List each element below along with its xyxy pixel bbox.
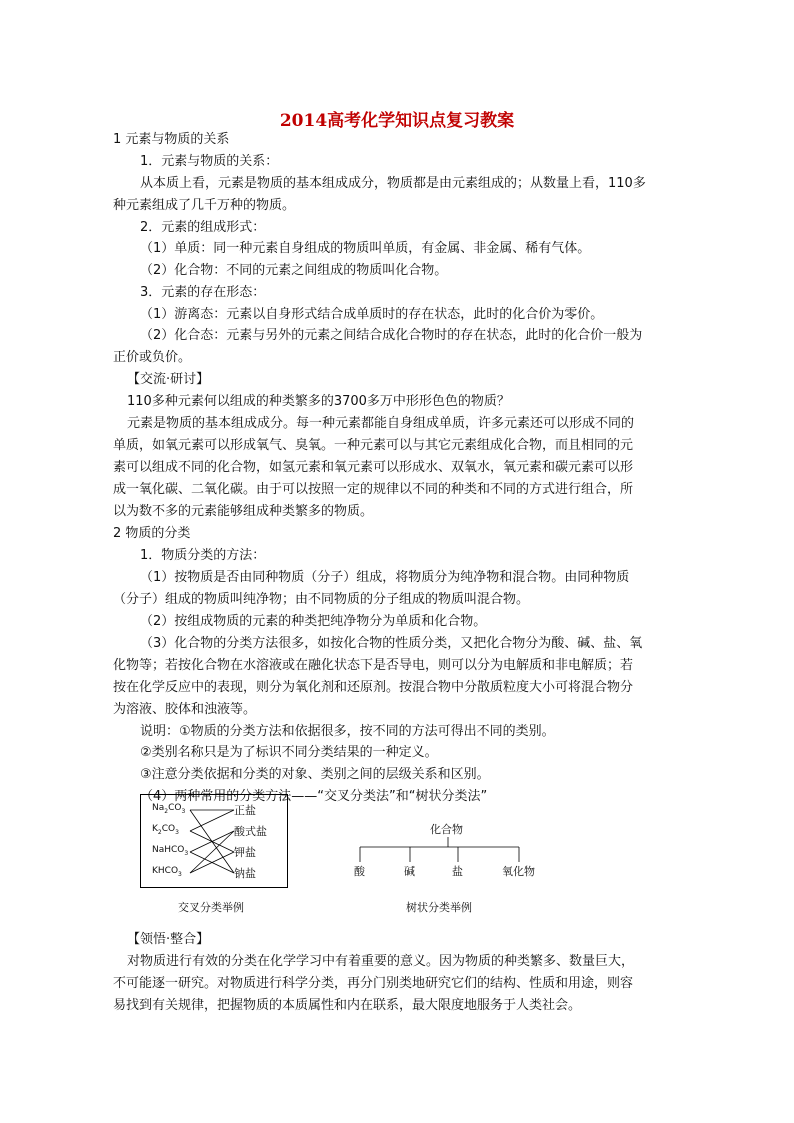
text-line: 单质，如氧元素可以形成氧气、臭氧。一种元素可以与其它元素组成化合物，而且相同的元 — [113, 438, 634, 453]
text-line: 易找到有关规律，把握物质的本质属性和内在联系，最大限度地服务于人类社会。 — [113, 998, 582, 1013]
text-line: 1．元素与物质的关系： — [140, 154, 279, 169]
text-line: （2）化合态：元素与另外的元素之间结合成化合物时的存在状态，此时的化合价一般为 — [140, 328, 643, 343]
text-line: （1）单质：同一种元素自身组成的物质叫单质，有金属、非金属、稀有气体。 — [140, 241, 591, 256]
text-line: 按在化学反应中的表现，则分为氧化剂和还原剂。按混合物中分散质粒度大小可将混合物分 — [113, 680, 634, 695]
formula-label: $KHCO_3$ — [152, 866, 182, 878]
text-line: 110多种元素何以组成的种类繁多的3700多万中形形色色的物质？ — [127, 394, 510, 409]
category-label: 酸式盐 — [234, 825, 267, 838]
formula-label: $K_2CO_3$ — [152, 824, 179, 836]
tree-diagram-caption: 树状分类举例 — [406, 901, 472, 914]
text-line: 以为数不多的元素能够组成种类繁多的物质。 — [113, 504, 374, 519]
tree-child: 氧化物 — [502, 865, 535, 878]
text-line: 1 元素与物质的关系 — [113, 132, 230, 147]
tree-child: 盐 — [452, 865, 463, 878]
text-line: 成一氧化碳、二氧化碳。由于可以按照一定的规律以不同的种类和不同的方式进行组合，所 — [113, 482, 634, 497]
text-line: 元素是物质的基本组成成分。每一种元素都能自身组成单质，许多元素还可以形成不同的 — [127, 416, 635, 431]
text-line: 1．物质分类的方法： — [140, 548, 266, 563]
text-line: （4）两种常用的分类方法——“交叉分类法”和“树状分类法” — [140, 789, 488, 804]
text-line: 正价或负价。 — [113, 350, 192, 365]
formula-label: $Na_2CO_3$ — [152, 803, 186, 815]
page-title: 2014高考化学知识点复习教案 — [279, 111, 515, 131]
text-line: 2 物质的分类 — [113, 526, 191, 541]
text-line: （分子）组成的物质叫纯净物；由不同物质的分子组成的物质叫混合物。 — [113, 592, 530, 607]
text-line: 说明：①物质的分类方法和依据很多，按不同的方法可得出不同的类别。 — [140, 724, 555, 739]
tree-child: 酸 — [354, 865, 365, 878]
text-line: 为溶液、胶体和浊液等。 — [113, 702, 257, 717]
tree-child: 碱 — [404, 865, 415, 878]
tree-root: 化合物 — [430, 823, 463, 836]
text-line: 2．元素的组成形式： — [140, 220, 266, 235]
text-line: （1）按物质是否由同种物质（分子）组成，将物质分为纯净物和混合物。由同种物质 — [140, 570, 630, 585]
text-line: （2）按组成物质的元素的种类把纯净物分为单质和化合物。 — [140, 614, 487, 629]
text-line: （2）化合物：不同的元素之间组成的物质叫化合物。 — [140, 263, 448, 278]
text-line: 【交流·研讨】 — [127, 372, 210, 387]
category-label: 钠盐 — [234, 867, 256, 880]
text-line: 从本质上看，元素是物质的基本组成成分，物质都是由元素组成的；从数量上看，110多 — [140, 176, 646, 191]
text-line: ③注意分类依据和分类的对象、类别之间的层级关系和区别。 — [140, 767, 490, 782]
text-line: 素可以组成不同的化合物，如氢元素和氧元素可以形成水、双氧水，氧元素和碳元素可以形 — [113, 460, 634, 475]
category-label: 正盐 — [234, 804, 256, 817]
text-line: 化物等；若按化合物在水溶液或在融化状态下是否导电，则可以分为电解质和非电解质；若 — [113, 658, 634, 673]
text-line: ②类别名称只是为了标识不同分类结果的一种定义。 — [140, 745, 438, 760]
text-line: 种元素组成了几千万种的物质。 — [113, 198, 296, 213]
text-line: 不可能逐一研究。对物质进行科学分类，再分门别类地研究它们的结构、性质和用途，则容 — [113, 976, 634, 991]
text-line: 对物质进行有效的分类在化学学习中有着重要的意义。因为物质的种类繁多、数量巨大， — [127, 954, 635, 969]
text-line: （1）游离态：元素以自身形式结合成单质时的存在状态，此时的化合价为零价。 — [140, 307, 604, 322]
text-line: 【领悟·整合】 — [127, 932, 210, 947]
text-line: （3）化合物的分类方法很多，如按化合物的性质分类，又把化合物分为酸、碱、盐、氧 — [140, 636, 643, 651]
formula-label: NaHCO$_3$ — [152, 845, 189, 857]
text-line: 3．元素的存在形态： — [140, 285, 266, 300]
category-label: 钾盐 — [234, 846, 256, 859]
cross-diagram-caption: 交叉分类举例 — [178, 901, 244, 914]
